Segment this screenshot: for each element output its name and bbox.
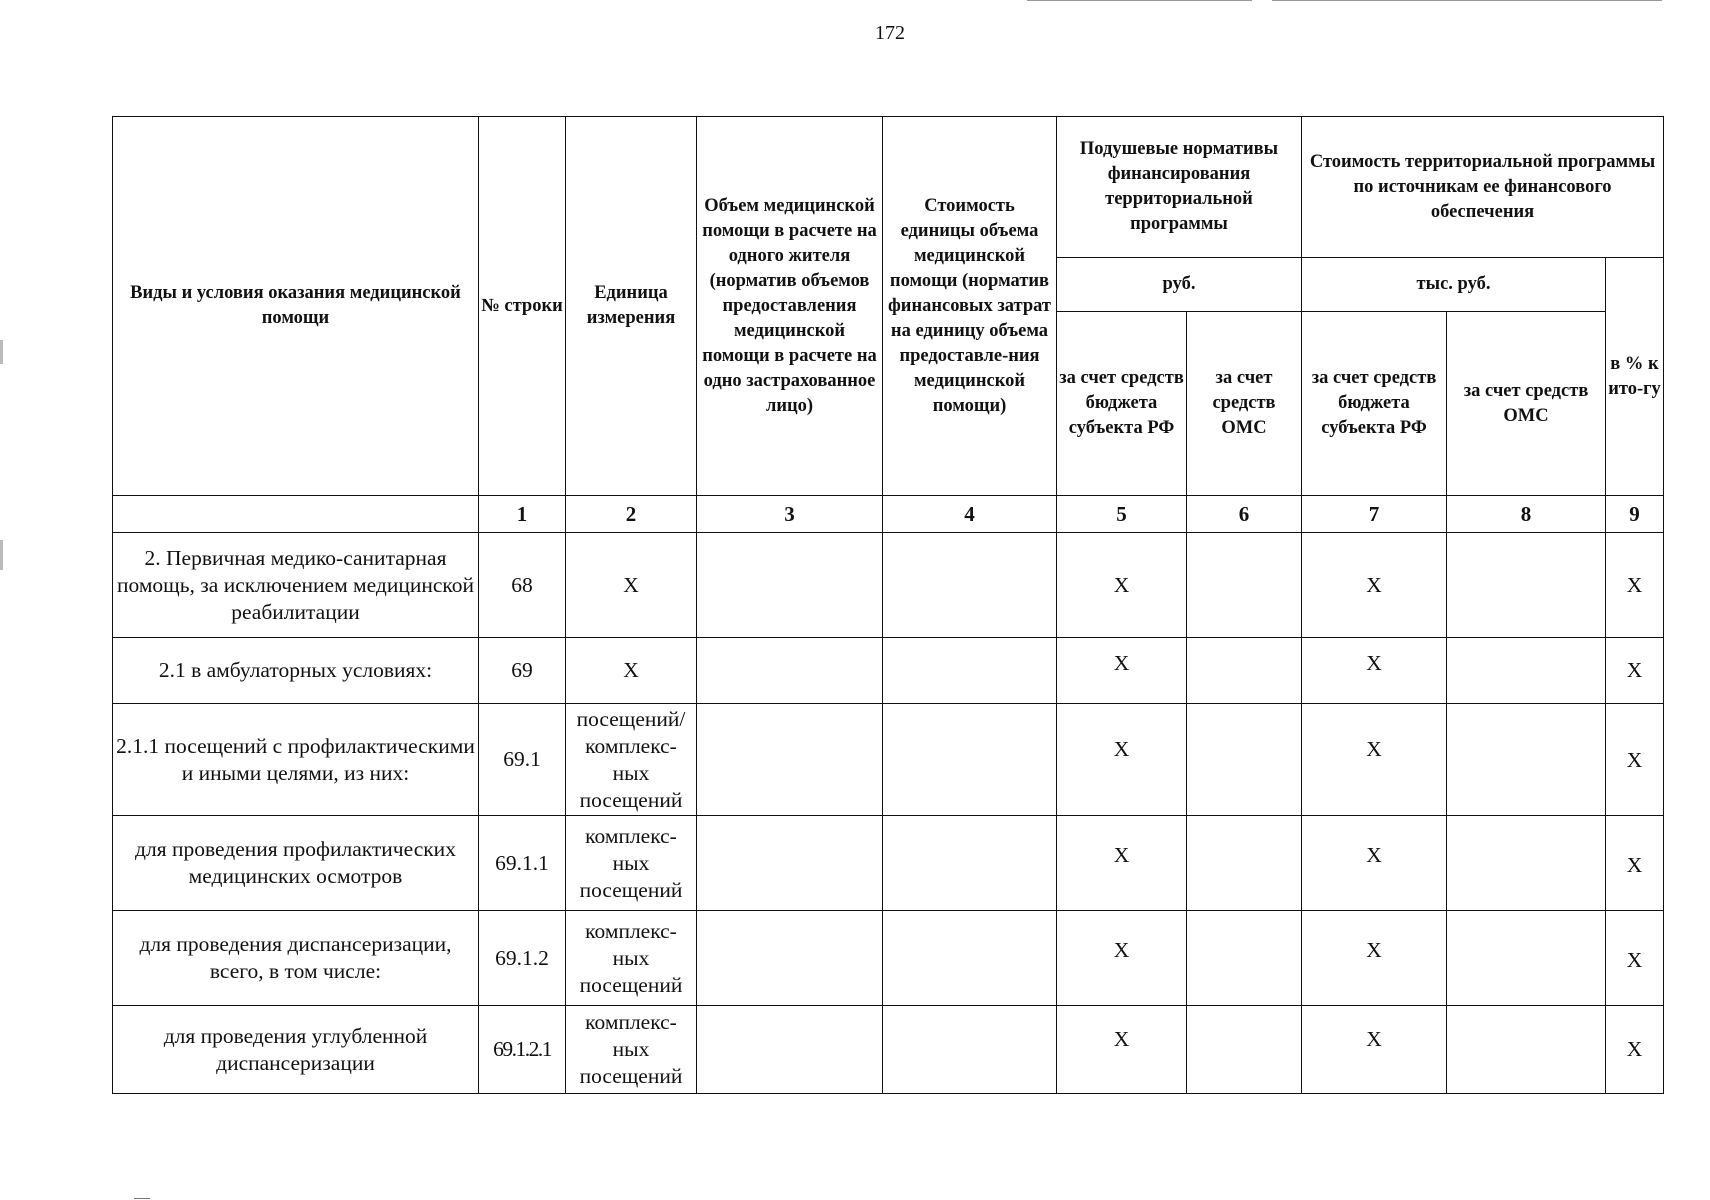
row-volume: [697, 1006, 883, 1094]
row-unit-cost: [883, 704, 1057, 816]
row-kind: 2. Первичная медико-санитарная помощь, за исключением медицинской реабилитации: [113, 533, 479, 638]
column-number: 9: [1606, 496, 1664, 533]
row-budget-rf: Х: [1057, 638, 1187, 704]
row-oms-thous: [1447, 704, 1606, 816]
row-oms: [1187, 816, 1302, 911]
column-number: 8: [1447, 496, 1606, 533]
row-unit-cost: [883, 816, 1057, 911]
row-percent: Х: [1606, 704, 1664, 816]
row-budget-rf: Х: [1057, 533, 1187, 638]
margin-mark: [0, 340, 3, 364]
row-budget-rf: Х: [1057, 911, 1187, 1006]
header-row-number: № строки: [479, 117, 566, 496]
header-thous-rub: тыс. руб.: [1302, 258, 1606, 312]
row-oms-thous: [1447, 533, 1606, 638]
row-number: 68: [479, 533, 566, 638]
row-oms-thous: [1447, 816, 1606, 911]
row-kind: для проведения диспансеризации, всего, в том числе:: [113, 911, 479, 1006]
row-oms-thous: [1447, 1006, 1606, 1094]
financing-table: [112, 116, 1664, 1094]
row-budget-rf: Х: [1057, 1006, 1187, 1094]
row-unit-cost: [883, 1006, 1057, 1094]
row-unit: комплекс-ных посещений: [566, 1006, 697, 1094]
row-oms: [1187, 704, 1302, 816]
header-kind: Виды и условия оказания медицинской помощи: [113, 117, 479, 496]
row-budget-rf: Х: [1057, 704, 1187, 816]
row-unit-cost: [883, 533, 1057, 638]
row-oms: [1187, 1006, 1302, 1094]
row-unit-cost: [883, 638, 1057, 704]
row-volume: [697, 704, 883, 816]
row-percent: Х: [1606, 1006, 1664, 1094]
top-rule-right: [1272, 0, 1662, 1]
row-kind: для проведения углубленной диспансеризации: [113, 1006, 479, 1094]
row-kind: для проведения профилактических медицинских осмотров: [113, 816, 479, 911]
row-unit-cost: [883, 911, 1057, 1006]
top-rule-left: [1027, 0, 1252, 1]
row-percent: Х: [1606, 638, 1664, 704]
row-budget-rf-thous: Х: [1302, 911, 1447, 1006]
table-row: [113, 704, 1664, 816]
header-per-capita: Подушевые нормативы финансирования территориальной программы: [1057, 117, 1302, 258]
table-row: [113, 638, 1664, 704]
row-budget-rf-thous: Х: [1302, 533, 1447, 638]
row-oms: [1187, 911, 1302, 1006]
row-number: 69.1.2.1: [479, 1006, 566, 1094]
row-unit: Х: [566, 638, 697, 704]
row-oms: [1187, 638, 1302, 704]
row-oms-thous: [1447, 638, 1606, 704]
row-volume: [697, 638, 883, 704]
row-unit: комплекс-ных посещений: [566, 911, 697, 1006]
row-percent: Х: [1606, 816, 1664, 911]
header-budget-rf-thous: за счет средств бюджета субъекта РФ: [1302, 312, 1447, 496]
margin-mark: [134, 1198, 150, 1199]
header-unit-cost: Стоимость единицы объема медицинской помощи (норматив финансовых затрат на единицу объема предоставле-ния медицинской помощи): [883, 117, 1057, 496]
column-number: 3: [697, 496, 883, 533]
header-budget-rf: за счет средств бюджета субъекта РФ: [1057, 312, 1187, 496]
row-oms: [1187, 533, 1302, 638]
column-number: 2: [566, 496, 697, 533]
column-number: 1: [479, 496, 566, 533]
row-kind: 2.1 в амбулаторных условиях:: [113, 638, 479, 704]
column-number: [113, 496, 479, 533]
row-percent: Х: [1606, 533, 1664, 638]
page-number: 172: [875, 22, 905, 44]
column-number: 6: [1187, 496, 1302, 533]
row-volume: [697, 816, 883, 911]
margin-mark: [0, 540, 3, 570]
header-unit: Единица измерения: [566, 117, 697, 496]
table-row: [113, 911, 1664, 1006]
column-number: 7: [1302, 496, 1447, 533]
row-oms-thous: [1447, 911, 1606, 1006]
row-unit: Х: [566, 533, 697, 638]
row-percent: Х: [1606, 911, 1664, 1006]
row-number: 69: [479, 638, 566, 704]
row-budget-rf-thous: Х: [1302, 1006, 1447, 1094]
header-oms-thous: за счет средств ОМС: [1447, 312, 1606, 496]
header-rub: руб.: [1057, 258, 1302, 312]
table-row: [113, 533, 1664, 638]
table-row: [113, 816, 1664, 911]
row-number: 69.1.1: [479, 816, 566, 911]
row-budget-rf-thous: Х: [1302, 638, 1447, 704]
row-budget-rf: Х: [1057, 816, 1187, 911]
header-volume: Объем медицинской помощи в расчете на одного жителя (норматив объемов предоставления медицинской помощи в расчете на одно застрахованное лицо): [697, 117, 883, 496]
row-unit: комплекс-ных посещений: [566, 816, 697, 911]
row-volume: [697, 533, 883, 638]
row-budget-rf-thous: Х: [1302, 704, 1447, 816]
row-kind: 2.1.1 посещений с профилактическими и иными целями, из них:: [113, 704, 479, 816]
row-number: 69.1.2: [479, 911, 566, 1006]
column-number: 4: [883, 496, 1057, 533]
row-volume: [697, 911, 883, 1006]
header-total-cost: Стоимость территориальной программы по источникам ее финансового обеспечения: [1302, 117, 1664, 258]
row-unit: посещений/ комплекс-ных посещений: [566, 704, 697, 816]
header-percent: в % к ито-гу: [1606, 258, 1664, 496]
row-number: 69.1: [479, 704, 566, 816]
column-number: 5: [1057, 496, 1187, 533]
row-budget-rf-thous: Х: [1302, 816, 1447, 911]
header-oms: за счет средств ОМС: [1187, 312, 1302, 496]
table-row: [113, 1006, 1664, 1094]
